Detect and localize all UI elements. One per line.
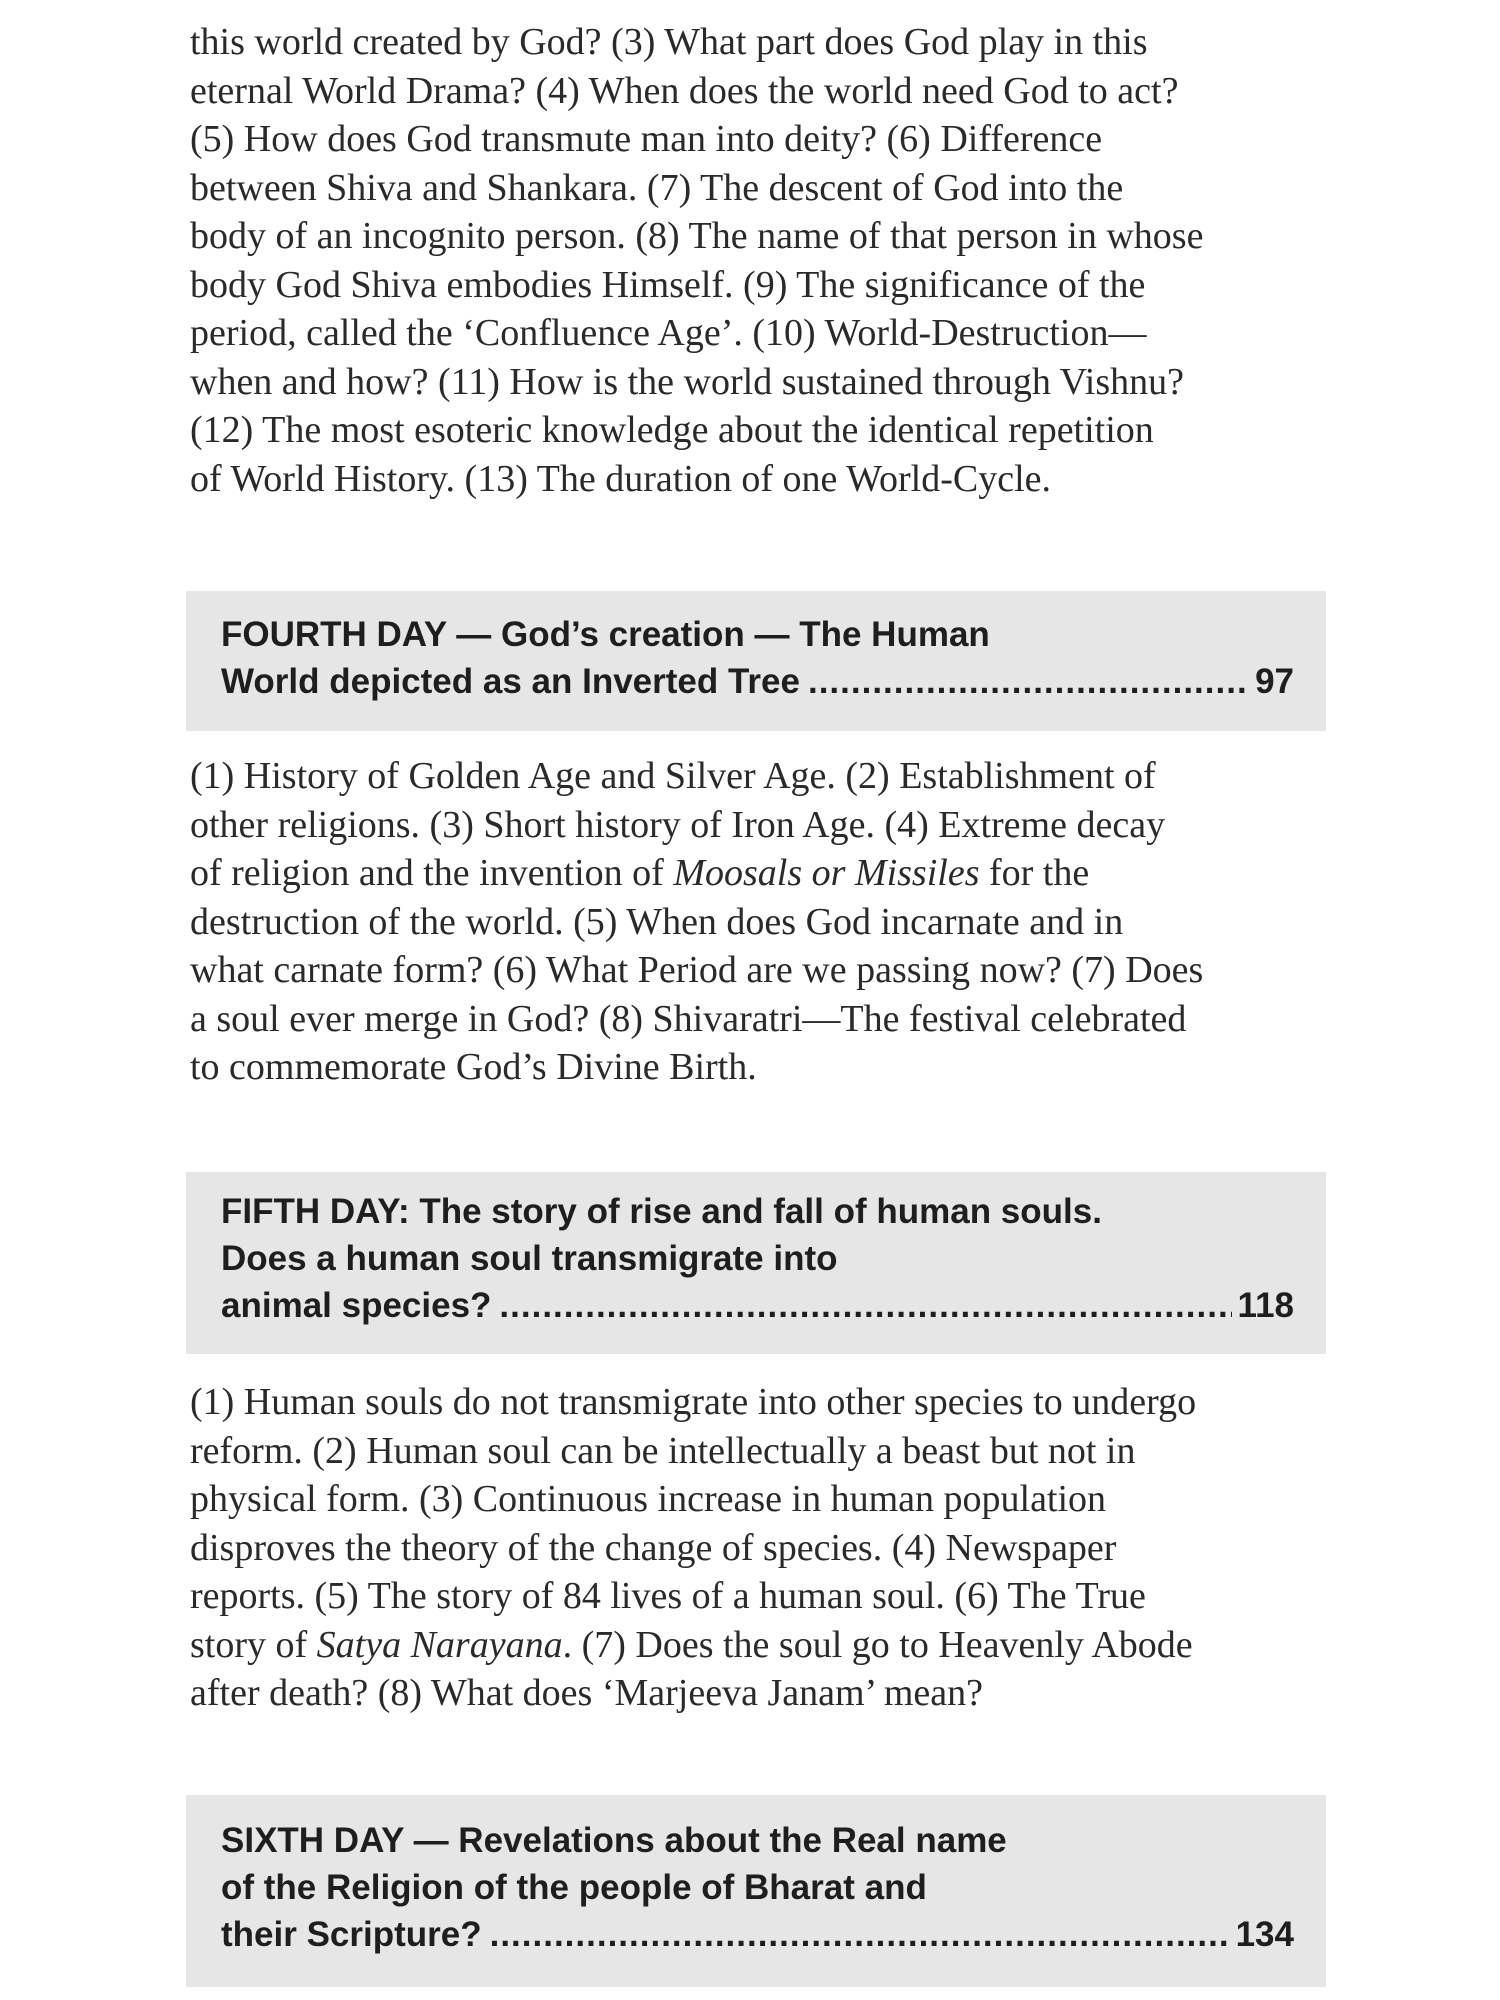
text-line: what carnate form? (6) What Period are we passing now? (7) Does — [190, 949, 1204, 991]
text-line: eternal World Drama? (4) When does the world need God to act? — [190, 69, 1179, 112]
text-line: between Shiva and Shankara. (7) The descent of God into the — [190, 166, 1124, 209]
text-line: to commemorate God’s Divine Birth. — [190, 1046, 757, 1088]
heading-line: SIXTH DAY — Revelations about the Real name — [221, 1821, 1007, 1860]
heading-line: FIFTH DAY: The story of rise and fall of human souls. — [221, 1192, 1102, 1231]
text-line: of religion and the invention of Moosals or Missiles for the — [190, 852, 1090, 894]
leader-dots — [808, 658, 1249, 705]
text-line: of World History. (13) The duration of one World-Cycle. — [190, 457, 1052, 500]
text-line: body of an incognito person. (8) The name of that person in whose — [190, 215, 1204, 257]
text-line: when and how? (11) How is the world sustained through Vishnu? — [190, 360, 1185, 403]
text-line: other religions. (3) Short history of Iron Age. (4) Extreme decay — [190, 803, 1166, 846]
heading-line-with-page — [221, 1911, 1294, 1958]
heading-fifth-day — [186, 1172, 1326, 1354]
heading-line-with-page — [221, 658, 1294, 705]
text-line: reform. (2) Human soul can be intellectually a beast but not in — [190, 1429, 1136, 1472]
text-line: destruction of the world. (5) When does God incarnate and in — [190, 900, 1124, 943]
heading-fourth-day — [186, 591, 1326, 731]
leader-dots — [499, 1282, 1231, 1329]
paragraph-fourth-day-topics — [190, 752, 1320, 1092]
text-line: period, called the ‘Confluence Age’. (10) World-Destruction— — [190, 312, 1147, 354]
page-number: 118 — [1237, 1286, 1294, 1325]
text-line: reports. (5) The story of 84 lives of a human soul. (6) The True — [190, 1575, 1146, 1617]
text-line: story of Satya Narayana. (7) Does the soul go to Heavenly Abode — [190, 1623, 1193, 1666]
heading-line: their Scripture? — [221, 1915, 482, 1954]
heading-line: animal species? — [221, 1286, 492, 1325]
heading-sixth-day — [186, 1795, 1326, 1987]
text-line: after death? (8) What does ‘Marjeeva Janam’ mean? — [190, 1672, 984, 1714]
text-line: (5) How does God transmute man into deity? (6) Difference — [190, 118, 1103, 160]
text-line: disproves the theory of the change of species. (4) Newspaper — [190, 1526, 1117, 1569]
page-number: 97 — [1255, 662, 1294, 701]
page-number: 134 — [1235, 1915, 1294, 1954]
text-line: this world created by God? (3) What part does God play in this — [190, 21, 1148, 63]
heading-line: of the Religion of the people of Bharat and — [221, 1868, 927, 1907]
paragraph-fifth-day-topics — [190, 1378, 1320, 1718]
italic-term: Satya Narayana — [316, 1623, 563, 1666]
heading-line: World depicted as an Inverted Tree — [221, 662, 800, 701]
italic-term: Moosals or Missiles — [673, 852, 980, 894]
leader-dots — [490, 1911, 1230, 1958]
text-line: body God Shiva embodies Himself. (9) The significance of the — [190, 263, 1146, 306]
text-line: (1) History of Golden Age and Silver Age. (2) Establishment of — [190, 755, 1156, 797]
heading-line: FOURTH DAY — God’s creation — The Human — [221, 615, 990, 654]
paragraph-third-day-topics — [190, 18, 1320, 503]
text-line: (1) Human souls do not transmigrate into other species to undergo — [190, 1381, 1197, 1423]
text-line: (12) The most esoteric knowledge about the identical repetition — [190, 409, 1154, 451]
heading-line: Does a human soul transmigrate into — [221, 1239, 838, 1278]
heading-line-with-page — [221, 1282, 1294, 1329]
text-line: physical form. (3) Continuous increase in human population — [190, 1478, 1107, 1520]
text-line: a soul ever merge in God? (8) Shivaratri—The festival celebrated — [190, 997, 1187, 1040]
